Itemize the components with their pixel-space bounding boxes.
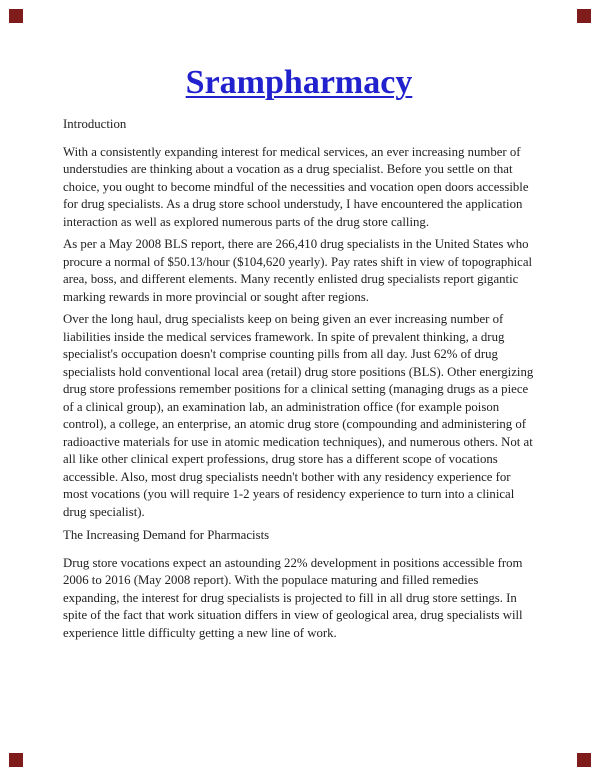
corner-marker-bottom-left bbox=[9, 753, 23, 767]
paragraph-responsibilities: Over the long haul, drug specialists keep on being given an ever increasing number of liabilities inside the medical services framework. In spite of prevalent thinking, a drug specialist's occupation doesn't comprise counting pills from all day. Just 62% of drug specialists hold conventional local area (retail) drug store positions (BLS). Other energizing drug store professions remember positions for a clinical setting (managing drugs as a piece of a clinical group), an examination lab, an administration office (for example poison control), a college, an enterprise, an atomic drug store (compounding and administering of radioactive materials for use in atomic medication techniques), and numerous others. Not at all like other clinical expert professions, drug store has a different scope of vocations accessible. Also, most drug specialists needn't bother with any residency experience for most vocations (you will require 1-2 years of residency experience to turn into a clinical drug specialist). bbox=[63, 312, 534, 519]
section-heading-increasing-demand: The Increasing Demand for Pharmacists bbox=[63, 528, 270, 542]
page-title bbox=[63, 62, 535, 104]
paragraph-bls-salary: As per a May 2008 BLS report, there are 266,410 drug specialists in the United States who procure a normal of $50.13/hour ($104,620 yearly). Pay rates shift in view of topographical area, boss, and different elements. Many recently enlisted drug specialists report gigantic marking rewards in more provincial or sought after regions. bbox=[63, 237, 533, 304]
section-heading-introduction: Introduction bbox=[63, 117, 127, 131]
paragraph-intro-overview: With a consistently expanding interest for medical services, an ever increasing number of understudies are thinking about a vocation as a drug specialist. Before you settle on that choice, you ought to become mindful of the necessities and vocation open doors accessible for drug specialists. As a drug store school understudy, I have encountered the application interaction as well as explored numerous parts of the drug store calling. bbox=[63, 144, 529, 229]
corner-marker-top-left bbox=[9, 9, 23, 23]
paragraph-job-growth: Drug store vocations expect an astounding 22% development in positions accessible from 2006 to 2016 (May 2008 report). With the populace maturing and filled remedies expanding, the interest for drug specialists is projected to fill in all drug store settings. In spite of the fact that work situation differs in view of geological area, drug specialists will experience little difficulty getting a new line of work. bbox=[63, 555, 523, 640]
corner-marker-top-right bbox=[577, 9, 591, 23]
page-title-link[interactable]: Srampharmacy bbox=[185, 64, 413, 101]
corner-marker-bottom-right bbox=[577, 753, 591, 767]
